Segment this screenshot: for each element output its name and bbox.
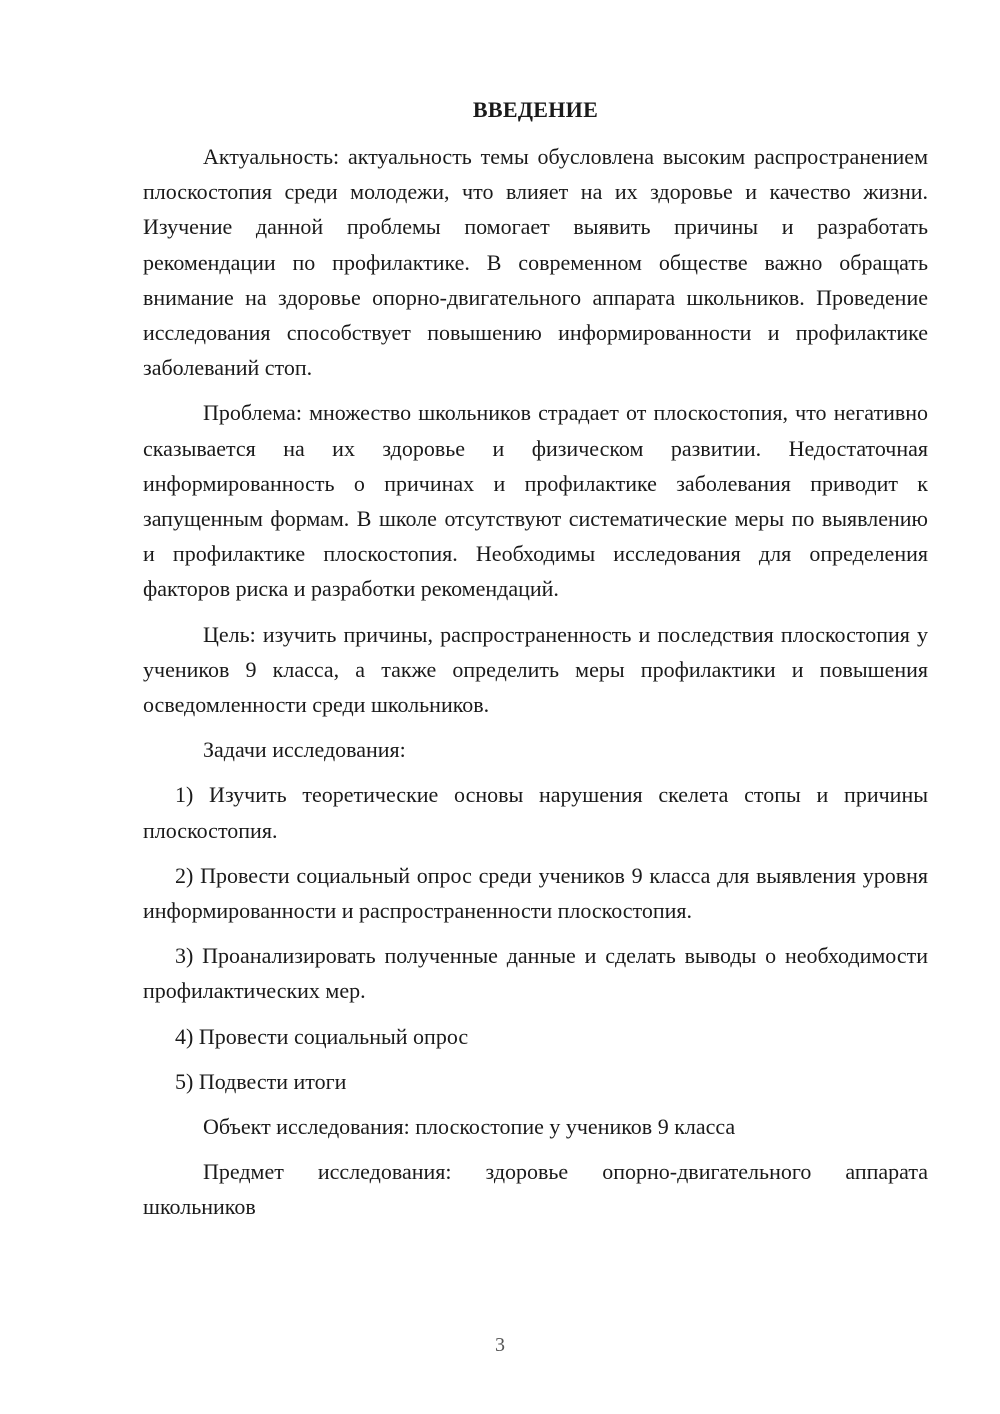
object-paragraph: Объект исследования: плоскостопие у учеников 9 класса: [203, 1114, 736, 1140]
goal-paragraph: Цель: изучить причины, распространенность и последствия плоскостопия у учеников 9 класса, а также определить меры профилактики и повышения осведомленности среди школьников.: [143, 621, 928, 718]
subject-paragraph: Предмет исследования: здоровье опорно-двигательного аппарата школьников: [143, 1159, 928, 1220]
task-item-3: 3) Проанализировать полученные данные и сделать выводы о необходимости профилактических мер.: [143, 943, 928, 1004]
page-title: ВВЕДЕНИЕ: [472, 97, 599, 122]
page-content: [143, 92, 928, 1225]
task-item-4: 4) Провести социальный опрос: [175, 1023, 469, 1049]
task-item-5: 5) Подвести итоги: [175, 1068, 347, 1094]
task-item-2: 2) Провести социальный опрос среди учеников 9 класса для выявления уровня информированности и распространенности плоскостопия.: [143, 862, 928, 924]
relevance-paragraph: Актуальность: актуальность темы обусловлена высоким распространением плоскостопия среди молодежи, что влияет на их здоровье и качество жизни. Изучение данной проблемы помогает выявить причины и разработать рекомендации по профилактике. В современном обществе важно обращать внимание на здоровье опорно-двигательного аппарата школьников. Проведение исследования способствует повышению информированности и профилактике заболеваний стоп.: [143, 144, 928, 381]
task-item-1: 1) Изучить теоретические основы нарушения скелета стопы и причины плоскостопия.: [143, 782, 928, 843]
page-number: 3: [495, 1334, 505, 1356]
problem-paragraph: Проблема: множество школьников страдает от плоскостопия, что негативно сказывается на их здоровье и физическом развитии. Недостаточная информированность о причинах и профилактике заболевания приводит к запущенным формам. В школе отсутствуют систематические меры по выявлению и профилактике плоскостопия. Необходимы исследования для определения факторов риска и разработки рекомендаций.: [143, 400, 928, 602]
tasks-heading: Задачи исследования:: [203, 737, 406, 763]
